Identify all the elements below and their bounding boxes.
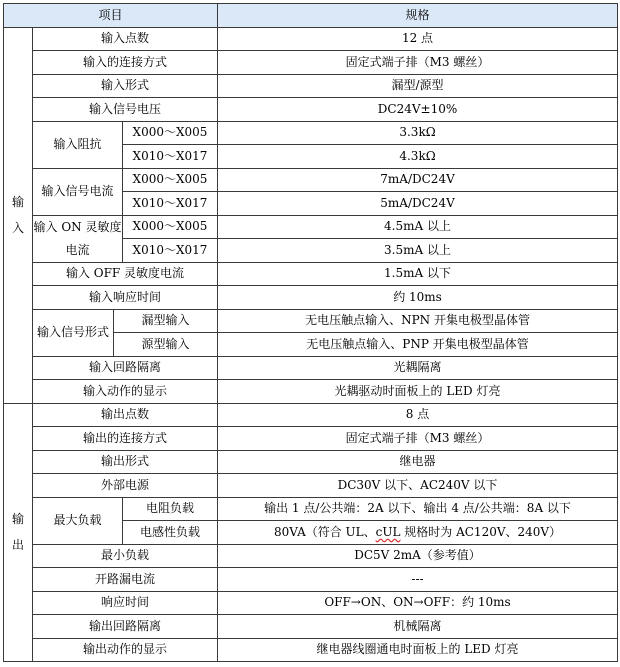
table-row xyxy=(4,450,618,474)
input-indicator-value: 光耦驱动时面板上的 LED 灯亮 xyxy=(218,380,618,404)
output-max-load-type: 电阻负载 xyxy=(123,497,218,521)
output-response-value: OFF→ON、ON→OFF：约 10ms xyxy=(218,591,618,615)
input-group-label: 输 入 xyxy=(4,27,33,403)
input-form-value: 漏型/源型 xyxy=(218,74,618,98)
table-row xyxy=(4,427,618,451)
header-row xyxy=(4,4,618,28)
table-row xyxy=(4,286,618,310)
input-current-value: 5mA/DC24V xyxy=(218,192,618,216)
output-group-label: 输 出 xyxy=(4,403,33,662)
input-on-sensitivity-value: 4.5mA 以上 xyxy=(218,215,618,239)
input-off-sensitivity-label: 输入 OFF 灵敏度电流 xyxy=(33,262,218,286)
table-row xyxy=(4,168,618,192)
input-voltage-value: DC24V±10% xyxy=(218,98,618,122)
output-max-load-value: 80VA（符合 UL、cUL 规格时为 AC120V、240V） xyxy=(218,521,618,545)
output-form-label: 输出形式 xyxy=(33,450,218,474)
input-signal-form-value: 无电压触点输入、PNP 开集电极型晶体管 xyxy=(218,333,618,357)
table-row xyxy=(4,615,618,639)
input-response-label: 输入响应时间 xyxy=(33,286,218,310)
input-impedance-range: X000～X005 xyxy=(123,121,218,145)
input-response-value: 约 10ms xyxy=(218,286,618,310)
input-signal-form-value: 无电压触点输入、NPN 开集电极型晶体管 xyxy=(218,309,618,333)
output-points-label: 输出点数 xyxy=(33,403,218,427)
table-row xyxy=(4,568,618,592)
output-max-load-value: 输出 1 点/公共端：2A 以下、输出 4 点/公共端：8A 以下 xyxy=(218,497,618,521)
input-on-sensitivity-range: X010～X017 xyxy=(123,239,218,263)
table-row xyxy=(4,98,618,122)
table-row xyxy=(4,27,618,51)
table-row xyxy=(4,51,618,75)
input-on-sensitivity-range: X000～X005 xyxy=(123,215,218,239)
input-on-sensitivity-value: 3.5mA 以上 xyxy=(218,239,618,263)
input-form-label: 输入形式 xyxy=(33,74,218,98)
input-impedance-label: 输入阻抗 xyxy=(33,121,123,168)
input-current-value: 7mA/DC24V xyxy=(218,168,618,192)
input-on-sensitivity-label: 输入 ON 灵敏度电流 xyxy=(33,215,123,262)
input-current-range: X000～X005 xyxy=(123,168,218,192)
input-current-range: X010～X017 xyxy=(123,192,218,216)
output-connection-label: 输出的连接方式 xyxy=(33,427,218,451)
input-connection-value: 固定式端子排（M3 螺丝） xyxy=(218,51,618,75)
input-current-label: 输入信号电流 xyxy=(33,168,123,215)
header-spec: 规格 xyxy=(218,4,618,28)
table-row xyxy=(4,403,618,427)
input-points-label: 输入点数 xyxy=(33,27,218,51)
output-isolation-value: 机械隔离 xyxy=(218,615,618,639)
output-min-load-value: DC5V 2mA（参考值） xyxy=(218,544,618,568)
table-row xyxy=(4,215,618,239)
output-power-value: DC30V 以下、AC240V 以下 xyxy=(218,474,618,498)
input-voltage-label: 输入信号电压 xyxy=(33,98,218,122)
output-indicator-label: 输出动作的显示 xyxy=(33,638,218,662)
table-row xyxy=(4,121,618,145)
input-points-value: 12 点 xyxy=(218,27,618,51)
input-off-sensitivity-value: 1.5mA 以下 xyxy=(218,262,618,286)
input-signal-form-label: 输入信号形式 xyxy=(33,309,114,356)
output-connection-value: 固定式端子排（M3 螺丝） xyxy=(218,427,618,451)
table-row xyxy=(4,262,618,286)
output-response-label: 响应时间 xyxy=(33,591,218,615)
output-leak-value: --- xyxy=(218,568,618,592)
header-item: 项目 xyxy=(4,4,218,28)
input-connection-label: 输入的连接方式 xyxy=(33,51,218,75)
table-row xyxy=(4,74,618,98)
table-row xyxy=(4,380,618,404)
output-points-value: 8 点 xyxy=(218,403,618,427)
output-isolation-label: 输出回路隔离 xyxy=(33,615,218,639)
input-signal-form-type: 漏型输入 xyxy=(114,309,218,333)
table-row xyxy=(4,638,618,662)
input-impedance-value: 4.3kΩ xyxy=(218,145,618,169)
input-indicator-label: 输入动作的显示 xyxy=(33,380,218,404)
output-max-load-label: 最大负载 xyxy=(33,497,123,544)
output-leak-label: 开路漏电流 xyxy=(33,568,218,592)
input-signal-form-type: 源型输入 xyxy=(114,333,218,357)
table-row xyxy=(4,544,618,568)
output-indicator-value: 继电器线圈通电时面板上的 LED 灯亮 xyxy=(218,638,618,662)
output-min-load-label: 最小负载 xyxy=(33,544,218,568)
table-row xyxy=(4,474,618,498)
input-isolation-label: 输入回路隔离 xyxy=(33,356,218,380)
output-power-label: 外部电源 xyxy=(33,474,218,498)
input-impedance-value: 3.3kΩ xyxy=(218,121,618,145)
table-row xyxy=(4,309,618,333)
output-max-load-type: 电感性负载 xyxy=(123,521,218,545)
input-impedance-range: X010～X017 xyxy=(123,145,218,169)
table-row xyxy=(4,356,618,380)
output-form-value: 继电器 xyxy=(218,450,618,474)
spellcheck-underlined-word: cUL xyxy=(375,524,401,539)
table-row xyxy=(4,591,618,615)
input-isolation-value: 光耦隔离 xyxy=(218,356,618,380)
spec-table xyxy=(3,3,618,662)
table-row xyxy=(4,497,618,521)
